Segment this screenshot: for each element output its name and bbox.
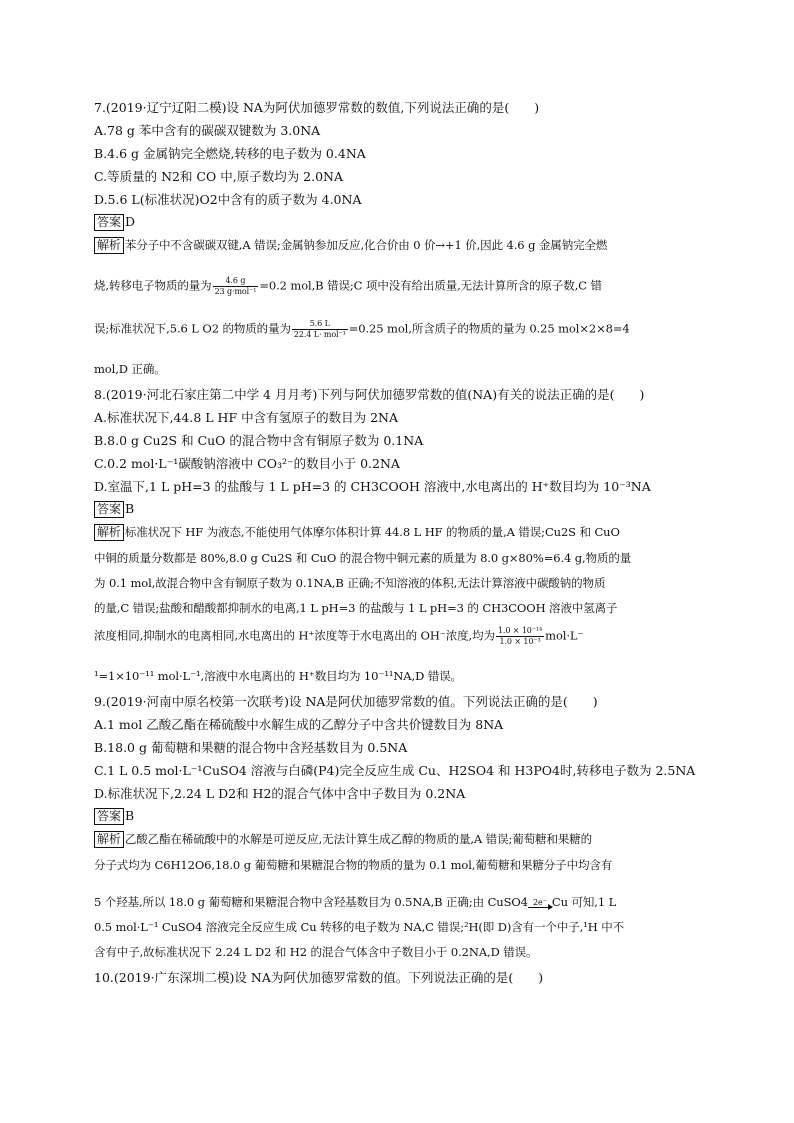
question-8-explanation-line-4: 的量,C 错误;盐酸和醋酸都抑制水的电离,1 L pH=3 的盐酸与 1 L pH=3 的 CH3COOH 溶液中氢离子 [94,601,618,615]
question-7-option-d: D.5.6 L(标准状况)O2中含有的质子数为 4.0NA [94,192,362,207]
question-8-option-a: A.标准状况下,44.8 L HF 中含有氢原子的数目为 2NA [94,410,398,425]
reaction-arrow: 2e⁻ [528,898,552,908]
question-7-answer [94,214,700,231]
question-7-stem: 7.(2019·辽宁辽阳二模)设 NA为阿伏加德罗常数的数值,下列说法正确的是( ) [94,100,540,115]
question-8-explanation-line-5: 浓度相同,抑制水的电离相同,水电离出的 H⁺浓度等于水电离出的 OH⁻浓度,均为 $\frac{\text{1.0 × 10⁻¹⁴}}{\text{1.0 × 10⁻³}}$ mol·L⁻ [94,626,584,646]
question-9-explanation-line-2: 分子式均为 C6H12O6,18.0 g 葡萄糖和果糖混合物的物质的量为 0.1 mol,葡萄糖和果糖分子中均含有 [94,858,613,872]
question-9-explanation-line-4: 0.5 mol·L⁻¹ CuSO4 溶液完全反应生成 Cu 转移的电子数为 NA,C 错误;²H(即 D)含有一个中子,¹H 中不 [94,920,625,934]
question-7-option-b: B.4.6 g 金属钠完全燃烧,转移的电子数为 0.4NA [94,146,366,161]
fraction: $\frac{4.6 g}{\text{23 g·mol⁻¹}}$ [214,276,257,296]
question-9-option-a: A.1 mol 乙酸乙酯在稀硫酸中水解生成的乙醇分子中含共价键数目为 8NA [94,717,504,732]
question-9-explanation-line-1: 解析 乙酸乙酯在稀硫酸中的水解是可逆反应,无法计算生成乙醇的物质的量,A 错误;葡萄糖和果糖的 [94,831,700,848]
answer-tag: 答案 [94,808,124,825]
explanation-tag: 解析 [94,831,124,848]
question-9-option-b: B.18.0 g 葡萄糖和果糖的混合物中含羟基数目为 0.5NA [94,740,408,755]
explanation-tag: 解析 [94,237,124,254]
question-9-option-d: D.标准状况下,2.24 L D2和 H2的混合气体中含中子数目为 0.2NA [94,786,466,801]
question-7-explanation-line-4: mol,D 正确。 [94,362,166,376]
answer-tag: 答案 [94,501,124,518]
question-7-explanation-line-3: 误;标准状况下,5.6 L O2 的物质的量为 $\frac{5.6 L}{\text{22.4 L· mol⁻¹}}$ =0.25 mol,所含质子的物质的量为 0.25 mol×2×8=4 [94,319,630,339]
question-8-explanation-line-2: 中铜的质量分数都是 80%,8.0 g Cu2S 和 CuO 的混合物中铜元素的质量为 8.0 g×80%=6.4 g,物质的量 [94,551,632,565]
question-8-option-d: D.室温下,1 L pH=3 的盐酸与 1 L pH=3 的 CH3COOH 溶液中,水电离出的 H⁺数目均为 10⁻³NA [94,479,651,494]
question-9-answer [94,808,700,825]
question-8-option-c: C.0.2 mol·L⁻¹碳酸钠溶液中 CO₃²⁻的数目小于 0.2NA [94,456,400,471]
question-8-explanation-line-3: 为 0.1 mol,故混合物中含有铜原子数为 0.1NA,B 正确;不知溶液的体积,无法计算溶液中碳酸钠的物质 [94,576,606,590]
fraction: $\frac{5.6 L}{\text{22.4 L· mol⁻¹}}$ [293,319,346,339]
question-9-explanation-line-3: 5 个羟基,所以 18.0 g 葡萄糖和果糖混合物中含羟基数目为 0.5NA,B 正确;由 CuSO4 2e⁻ Cu 可知,1 L [94,895,617,909]
question-7-explanation-line-1: 解析 苯分子中不含碳碳双键,A 错误;金属钠参加反应,化合价由 0 价→+1 价,因此 4.6 g 金属钠完全燃 [94,237,700,254]
answer-tag: 答案 [94,214,124,231]
question-7-option-a: A.78 g 苯中含有的碳碳双键数为 3.0NA [94,123,321,138]
question-8-explanation-line-1: 解析 标准状况下 HF 为液态,不能使用气体摩尔体积计算 44.8 L HF 的物质的量,A 错误;Cu2S 和 CuO [94,524,700,541]
question-8-option-b: B.8.0 g Cu2S 和 CuO 的混合物中含有铜原子数为 0.1NA [94,433,424,448]
answer-value: B [125,501,135,516]
question-9-explanation-line-5: 含有中子,故标准状况下 2.24 L D2 和 H2 的混合气体含中子数目小于 0.2NA,D 错误。 [94,945,538,959]
explanation-tag: 解析 [94,524,124,541]
question-8-answer [94,501,700,518]
document-page [94,100,700,986]
question-9-stem: 9.(2019·河南中原名校第一次联考)设 NA是阿伏加德罗常数的值。下列说法正确的是( ) [94,694,598,709]
question-7-explanation-line-2: 烧,转移电子物质的量为 $\frac{4.6 g}{\text{23 g·mol⁻¹}}$ =0.2 mol,B 错误;C 项中没有给出质量,无法计算所含的原子数,C 错 [94,276,602,296]
question-10-stem: 10.(2019·广东深圳二模)设 NA为阿伏加德罗常数的值。下列说法正确的是( ) [94,970,544,985]
question-9-option-c: C.1 L 0.5 mol·L⁻¹CuSO4 溶液与白磷(P4)完全反应生成 Cu、H2SO4 和 H3PO4时,转移电子数为 2.5NA [94,763,696,778]
answer-value: B [125,808,135,823]
answer-value: D [125,214,136,229]
question-7-option-c: C.等质量的 N2和 CO 中,原子数均为 2.0NA [94,169,344,184]
question-8-stem: 8.(2019·河北石家庄第二中学 4 月月考)下列与阿伏加德罗常数的值(NA)有关的说法正确的是( ) [94,387,645,402]
question-8-explanation-line-6: ¹=1×10⁻¹¹ mol·L⁻¹,溶液中水电离出的 H⁺数目均为 10⁻¹¹NA,D 错误。 [94,669,462,683]
fraction: $\frac{\text{1.0 × 10⁻¹⁴}}{\text{1.0 × 10⁻³}}$ [497,626,543,646]
